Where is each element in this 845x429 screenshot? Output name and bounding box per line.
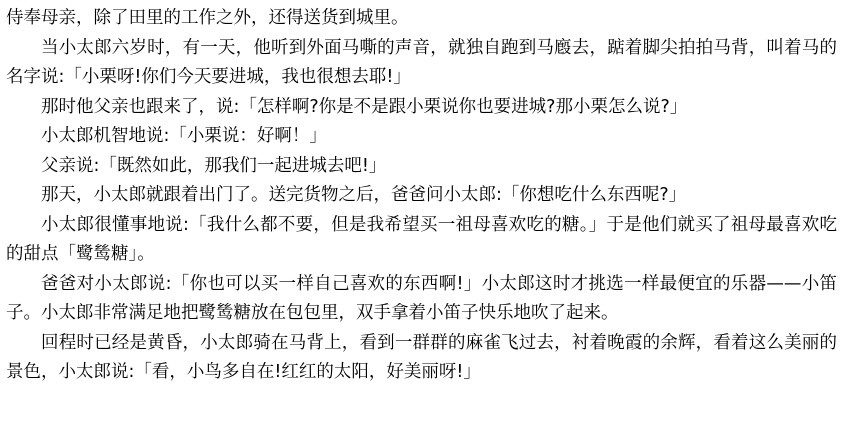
paragraph: 小太郎很懂事地说:「我什么都不要，但是我希望买一祖母喜欢吃的糖。」于是他们就买了祖母最喜欢吃的甜点「鹭鸶糖」。 (6, 214, 837, 264)
paragraph: 侍奉母亲，除了田里的工作之外，还得送货到城里。 (6, 8, 409, 28)
document-body (6, 4, 837, 388)
paragraph: 小太郎机智地说:「小栗说：好啊！」 (41, 126, 327, 146)
paragraph: 父亲说:「既然如此，那我们一起进城去吧!」 (41, 155, 387, 176)
paragraph: 那时他父亲也跟来了，说:「怎样啊?你是不是跟小栗说你也要进城?那小栗怎么说?」 (41, 96, 688, 117)
paragraph: 回程时已经是黄昏，小太郎骑在马背上，看到一群群的麻雀飞过去，衬着晚霞的余辉，看着这么美丽的景色，小太郎说:「看，小鸟多自在!红红的太阳，好美丽呀!」 (6, 332, 837, 382)
paragraph: 那天，小太郎就跟着出门了。送完货物之后，爸爸问小太郎:「你想吃什么东西呢?」 (41, 185, 687, 205)
paragraph: 当小太郎六岁时，有一天，他听到外面马嘶的声音，就独自跑到马廏去，踮着脚尖拍拍马背，叫着马的名字说:「小栗呀!你们今天要进城，我也很想去耶!」 (6, 37, 837, 87)
paragraph: 爸爸对小太郎说:「你也可以买一样自己喜欢的东西啊!」小太郎这时才挑选一样最便宜的乐器——小笛子。小太郎非常满足地把鹭鸶糖放在包包里，双手拿着小笛子快乐地吹了起来。 (6, 273, 837, 323)
